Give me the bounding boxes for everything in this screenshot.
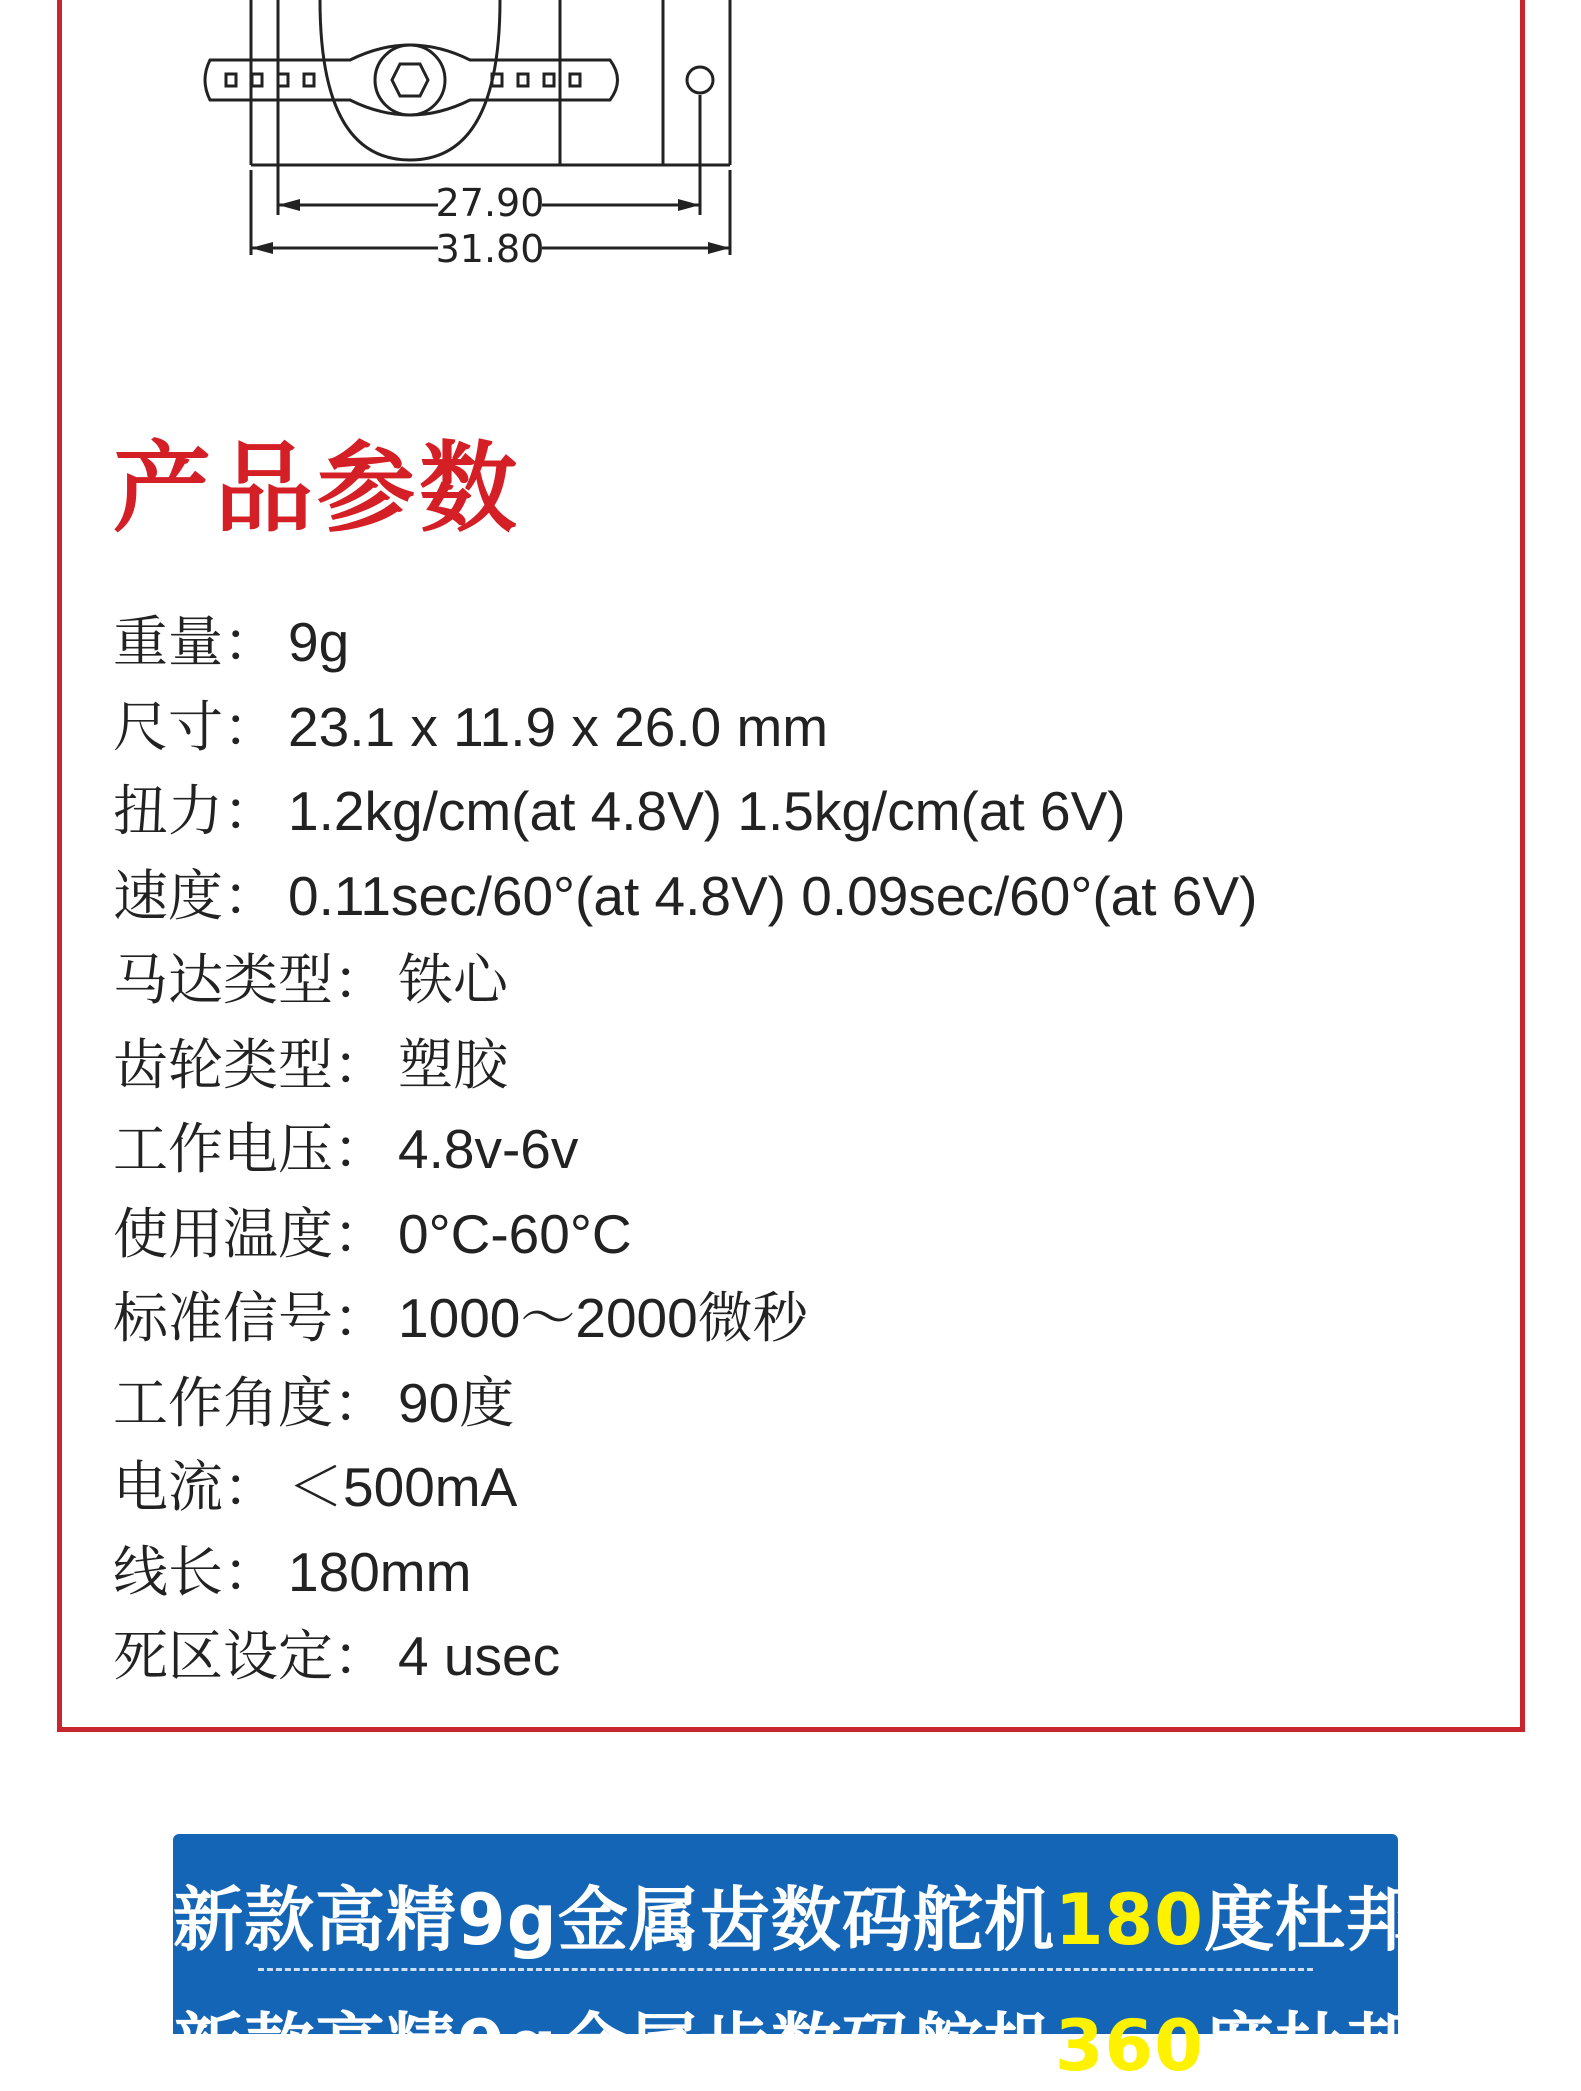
banner-line1-highlight: 180 <box>1054 1879 1204 1961</box>
spec-row <box>113 769 1257 854</box>
spec-row <box>113 1530 1257 1615</box>
spec-label: 齿轮类型 <box>113 1033 334 1096</box>
banner-line1-pre: 新款高精9g金属齿数码舵机 <box>173 1879 1055 1961</box>
dim-outer-label: 31.80 <box>435 227 545 271</box>
banner-line-180[interactable] <box>173 1864 1488 1965</box>
spec-separator: ： <box>223 1540 279 1603</box>
dim-inner-label: 27.90 <box>435 181 545 225</box>
spec-value: 4 usec <box>398 1625 561 1687</box>
spec-separator: ： <box>333 1625 389 1687</box>
spec-label: 尺寸 <box>113 695 224 758</box>
spec-value: ＜500mA <box>288 1456 518 1518</box>
spec-separator: ： <box>333 1202 389 1265</box>
spec-value: 铁心 <box>398 949 509 1011</box>
spec-label: 电流 <box>113 1456 224 1518</box>
spec-separator: ： <box>223 611 279 673</box>
spec-value: 90度 <box>398 1371 515 1434</box>
spec-list <box>113 600 1257 1699</box>
spec-value: 0.11sec/60°(at 4.8V) 0.09sec/60°(at 6V) <box>288 864 1258 927</box>
spec-separator: ： <box>333 1118 389 1180</box>
spec-value: 9g <box>288 611 350 673</box>
spec-value: 塑胶 <box>398 1033 509 1096</box>
spec-value: 180mm <box>288 1540 472 1603</box>
spec-label: 扭力 <box>113 780 224 842</box>
spec-row <box>113 1192 1257 1277</box>
spec-separator: ： <box>223 780 279 842</box>
spec-label: 速度 <box>113 864 224 927</box>
spec-label: 工作电压 <box>113 1118 334 1180</box>
section-title: 产品参数 <box>113 432 522 546</box>
spec-label: 使用温度 <box>113 1202 334 1265</box>
spec-separator: ： <box>333 1287 389 1349</box>
spec-value: 23.1 x 11.9 x 26.0 mm <box>288 695 829 758</box>
spec-row <box>113 854 1257 939</box>
banner-line2-post: 度杜邦头 <box>1203 2005 1488 2087</box>
spec-row <box>113 1023 1257 1108</box>
spec-label: 死区设定 <box>113 1625 334 1687</box>
banner-line1-post: 度杜邦头 <box>1203 1879 1488 1961</box>
spec-label: 标准信号 <box>113 1287 334 1349</box>
spec-row <box>113 685 1257 770</box>
servo-dimension-drawing <box>170 0 770 290</box>
spec-row <box>113 1276 1257 1361</box>
spec-value: 0°C-60°C <box>398 1202 632 1265</box>
banner-line2-highlight: 360 <box>1054 2005 1204 2087</box>
banner-line2-pre: 新款高精9g金属齿数码舵机 <box>173 2005 1055 2087</box>
spec-row <box>113 1361 1257 1446</box>
product-banner[interactable] <box>173 1834 1488 2087</box>
spec-row <box>113 600 1257 685</box>
spec-separator: ： <box>223 1456 279 1518</box>
spec-label: 马达类型 <box>113 949 334 1011</box>
spec-row <box>113 1107 1257 1192</box>
spec-separator: ： <box>223 695 279 758</box>
banner-divider <box>258 1968 1313 1971</box>
spec-label: 重量 <box>113 611 224 673</box>
spec-value: 1.2kg/cm(at 4.8V) 1.5kg/cm(at 6V) <box>288 780 1126 842</box>
spec-value: 4.8v-6v <box>398 1118 579 1180</box>
spec-separator: ： <box>333 949 389 1011</box>
spec-separator: ： <box>223 864 279 927</box>
spec-row <box>113 938 1257 1023</box>
spec-row <box>113 1614 1257 1699</box>
banner-line-360[interactable] <box>173 1990 1488 2091</box>
spec-separator: ： <box>333 1033 389 1096</box>
spec-row <box>113 1445 1257 1530</box>
spec-label: 线长 <box>113 1540 224 1603</box>
spec-label: 工作角度 <box>113 1371 334 1434</box>
spec-separator: ： <box>333 1371 389 1434</box>
spec-value: 1000～2000微秒 <box>398 1287 808 1349</box>
